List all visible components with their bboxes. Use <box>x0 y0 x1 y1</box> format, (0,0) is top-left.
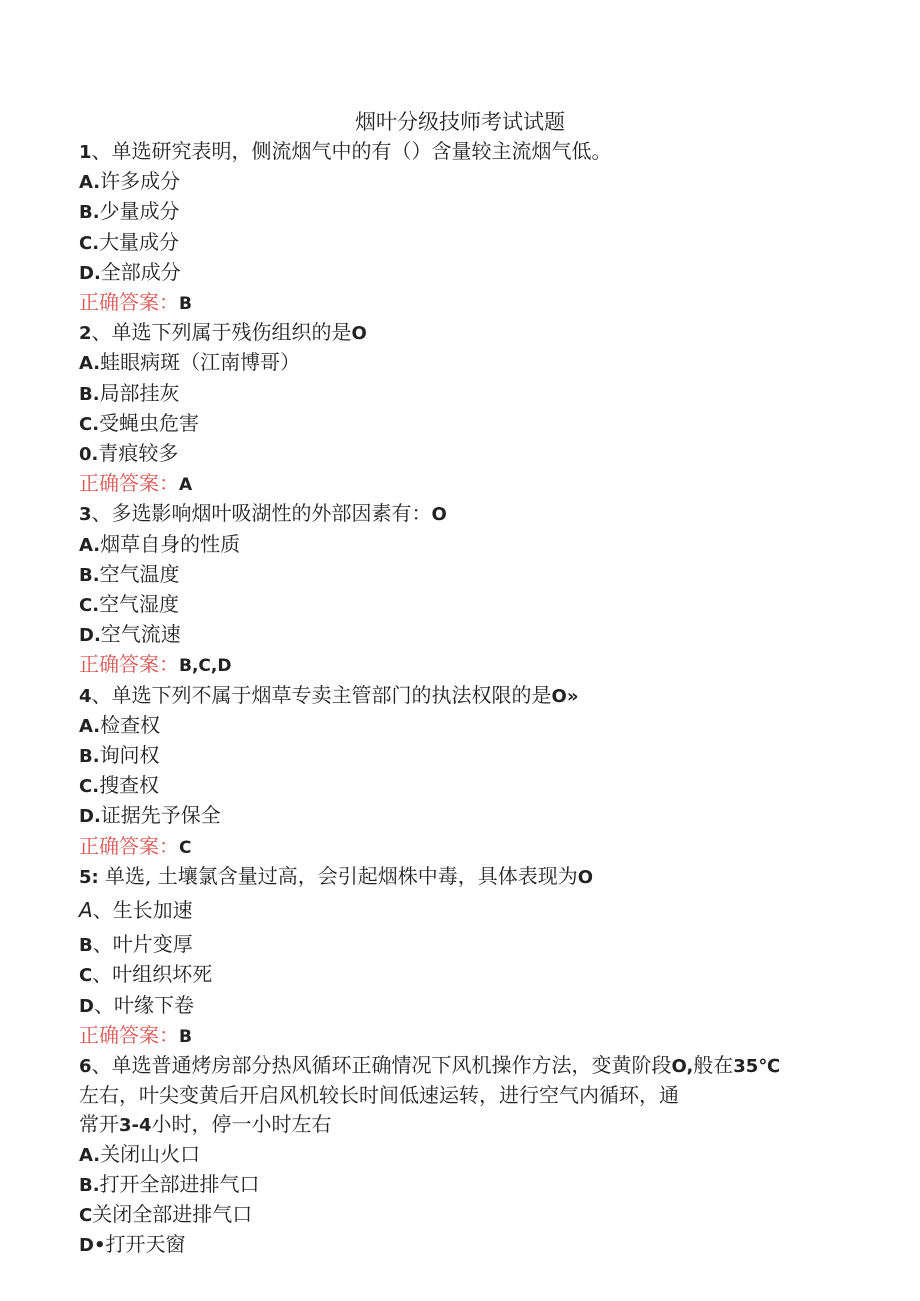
answer-line: 正确答案：B,C,D <box>79 652 232 677</box>
option-c: C关闭全部进排气口 <box>79 1202 253 1227</box>
question-text: 单选下列属于残伤组织的是 <box>111 320 352 345</box>
option-a: A.烟草自身的性质 <box>79 531 241 556</box>
question-number: 3 <box>79 504 92 526</box>
answer-value: B <box>179 294 192 315</box>
option-a: A.检查权 <box>79 712 161 737</box>
option-b: B.少量成分 <box>79 199 180 224</box>
question-text: 单选普通烤房部分热风循环正确情况下风机操作方法，变黄阶段 <box>111 1053 672 1078</box>
option-b: B.打开全部进排气口 <box>79 1171 260 1196</box>
option-c: C.受蝇虫危害 <box>79 410 200 435</box>
question-3: 3、多选影响烟叶吸湖性的外部因素有：O <box>79 501 447 526</box>
option-a: A、生长加速 <box>79 898 193 923</box>
option-c: C、叶组织坏死 <box>79 962 213 987</box>
question-list <box>79 137 859 1261</box>
question-number: 5 <box>79 866 92 888</box>
question-number: 1 <box>79 142 92 163</box>
option-b: B、叶片变厚 <box>79 932 193 957</box>
question-text: 单选下列不属于烟草专卖主管部门的执法权限的是 <box>111 682 552 707</box>
option-c: C.搜查权 <box>79 773 160 798</box>
option-a: A.许多成分 <box>79 169 181 194</box>
option-d: D.全部成分 <box>79 259 181 284</box>
document-title: 烟叶分级技师考试试题 <box>355 110 565 134</box>
option-d: 0.青痕较多 <box>79 441 179 466</box>
question-6: 6、单选普通烤房部分热风循环正确情况下风机操作方法，变黄阶段O,般在35℃ <box>79 1053 781 1078</box>
answer-value: B,C,D <box>179 656 232 677</box>
answer-line: 正确答案：B <box>79 1022 192 1047</box>
option-b: B.空气温度 <box>79 561 180 586</box>
option-b: B.局部挂灰 <box>79 380 180 405</box>
question-number: 4 <box>79 685 92 707</box>
question-number: 6 <box>79 1056 92 1078</box>
question-2: 2、单选下列属于残伤组织的是O <box>79 320 367 345</box>
option-c: C.大量成分 <box>79 229 180 254</box>
question-text: 多选影响烟叶吸湖性的外部因素有： <box>111 501 432 526</box>
answer-line: 正确答案：C <box>79 833 192 858</box>
answer-value: B <box>179 1026 192 1047</box>
option-a: A.关闭山火口 <box>79 1141 201 1166</box>
question-text-continued: 常开3-4小时，停一小时左右 <box>79 1111 332 1136</box>
option-b: B.询问权 <box>79 743 160 768</box>
answer-value: C <box>179 837 192 858</box>
option-c: C.空气湿度 <box>79 592 180 617</box>
question-text: 单选, 土壤氯含量过高，会引起烟株中毒，具体表现为 <box>105 863 578 888</box>
answer-line: 正确答案：A <box>79 471 193 496</box>
question-text-continued: 左右，叶尖变黄后开启风机较长时间低速运转，进行空气内循环，通 <box>79 1083 679 1108</box>
option-d: D.证据先予保全 <box>79 803 221 828</box>
question-text: 单选研究表明，侧流烟气中的有（）含量较主流烟气低。 <box>111 139 612 163</box>
answer-value: A <box>179 475 193 496</box>
option-d: D、叶缘下卷 <box>79 992 194 1017</box>
question-4: 4、单选下列不属于烟草专卖主管部门的执法权限的是O» <box>79 682 579 707</box>
answer-line: 正确答案：B <box>79 290 192 315</box>
option-d: D.空气流速 <box>79 622 181 647</box>
question-5: 5: 单选, 土壤氯含量过高，会引起烟株中毒，具体表现为O <box>79 863 594 888</box>
question-1: 1、单选研究表明，侧流烟气中的有（）含量较主流烟气低。 <box>79 139 612 163</box>
option-a: A.蛙眼病斑（江南博哥） <box>79 350 301 375</box>
question-number: 2 <box>79 323 92 345</box>
option-d: D•打开天窗 <box>79 1232 186 1257</box>
